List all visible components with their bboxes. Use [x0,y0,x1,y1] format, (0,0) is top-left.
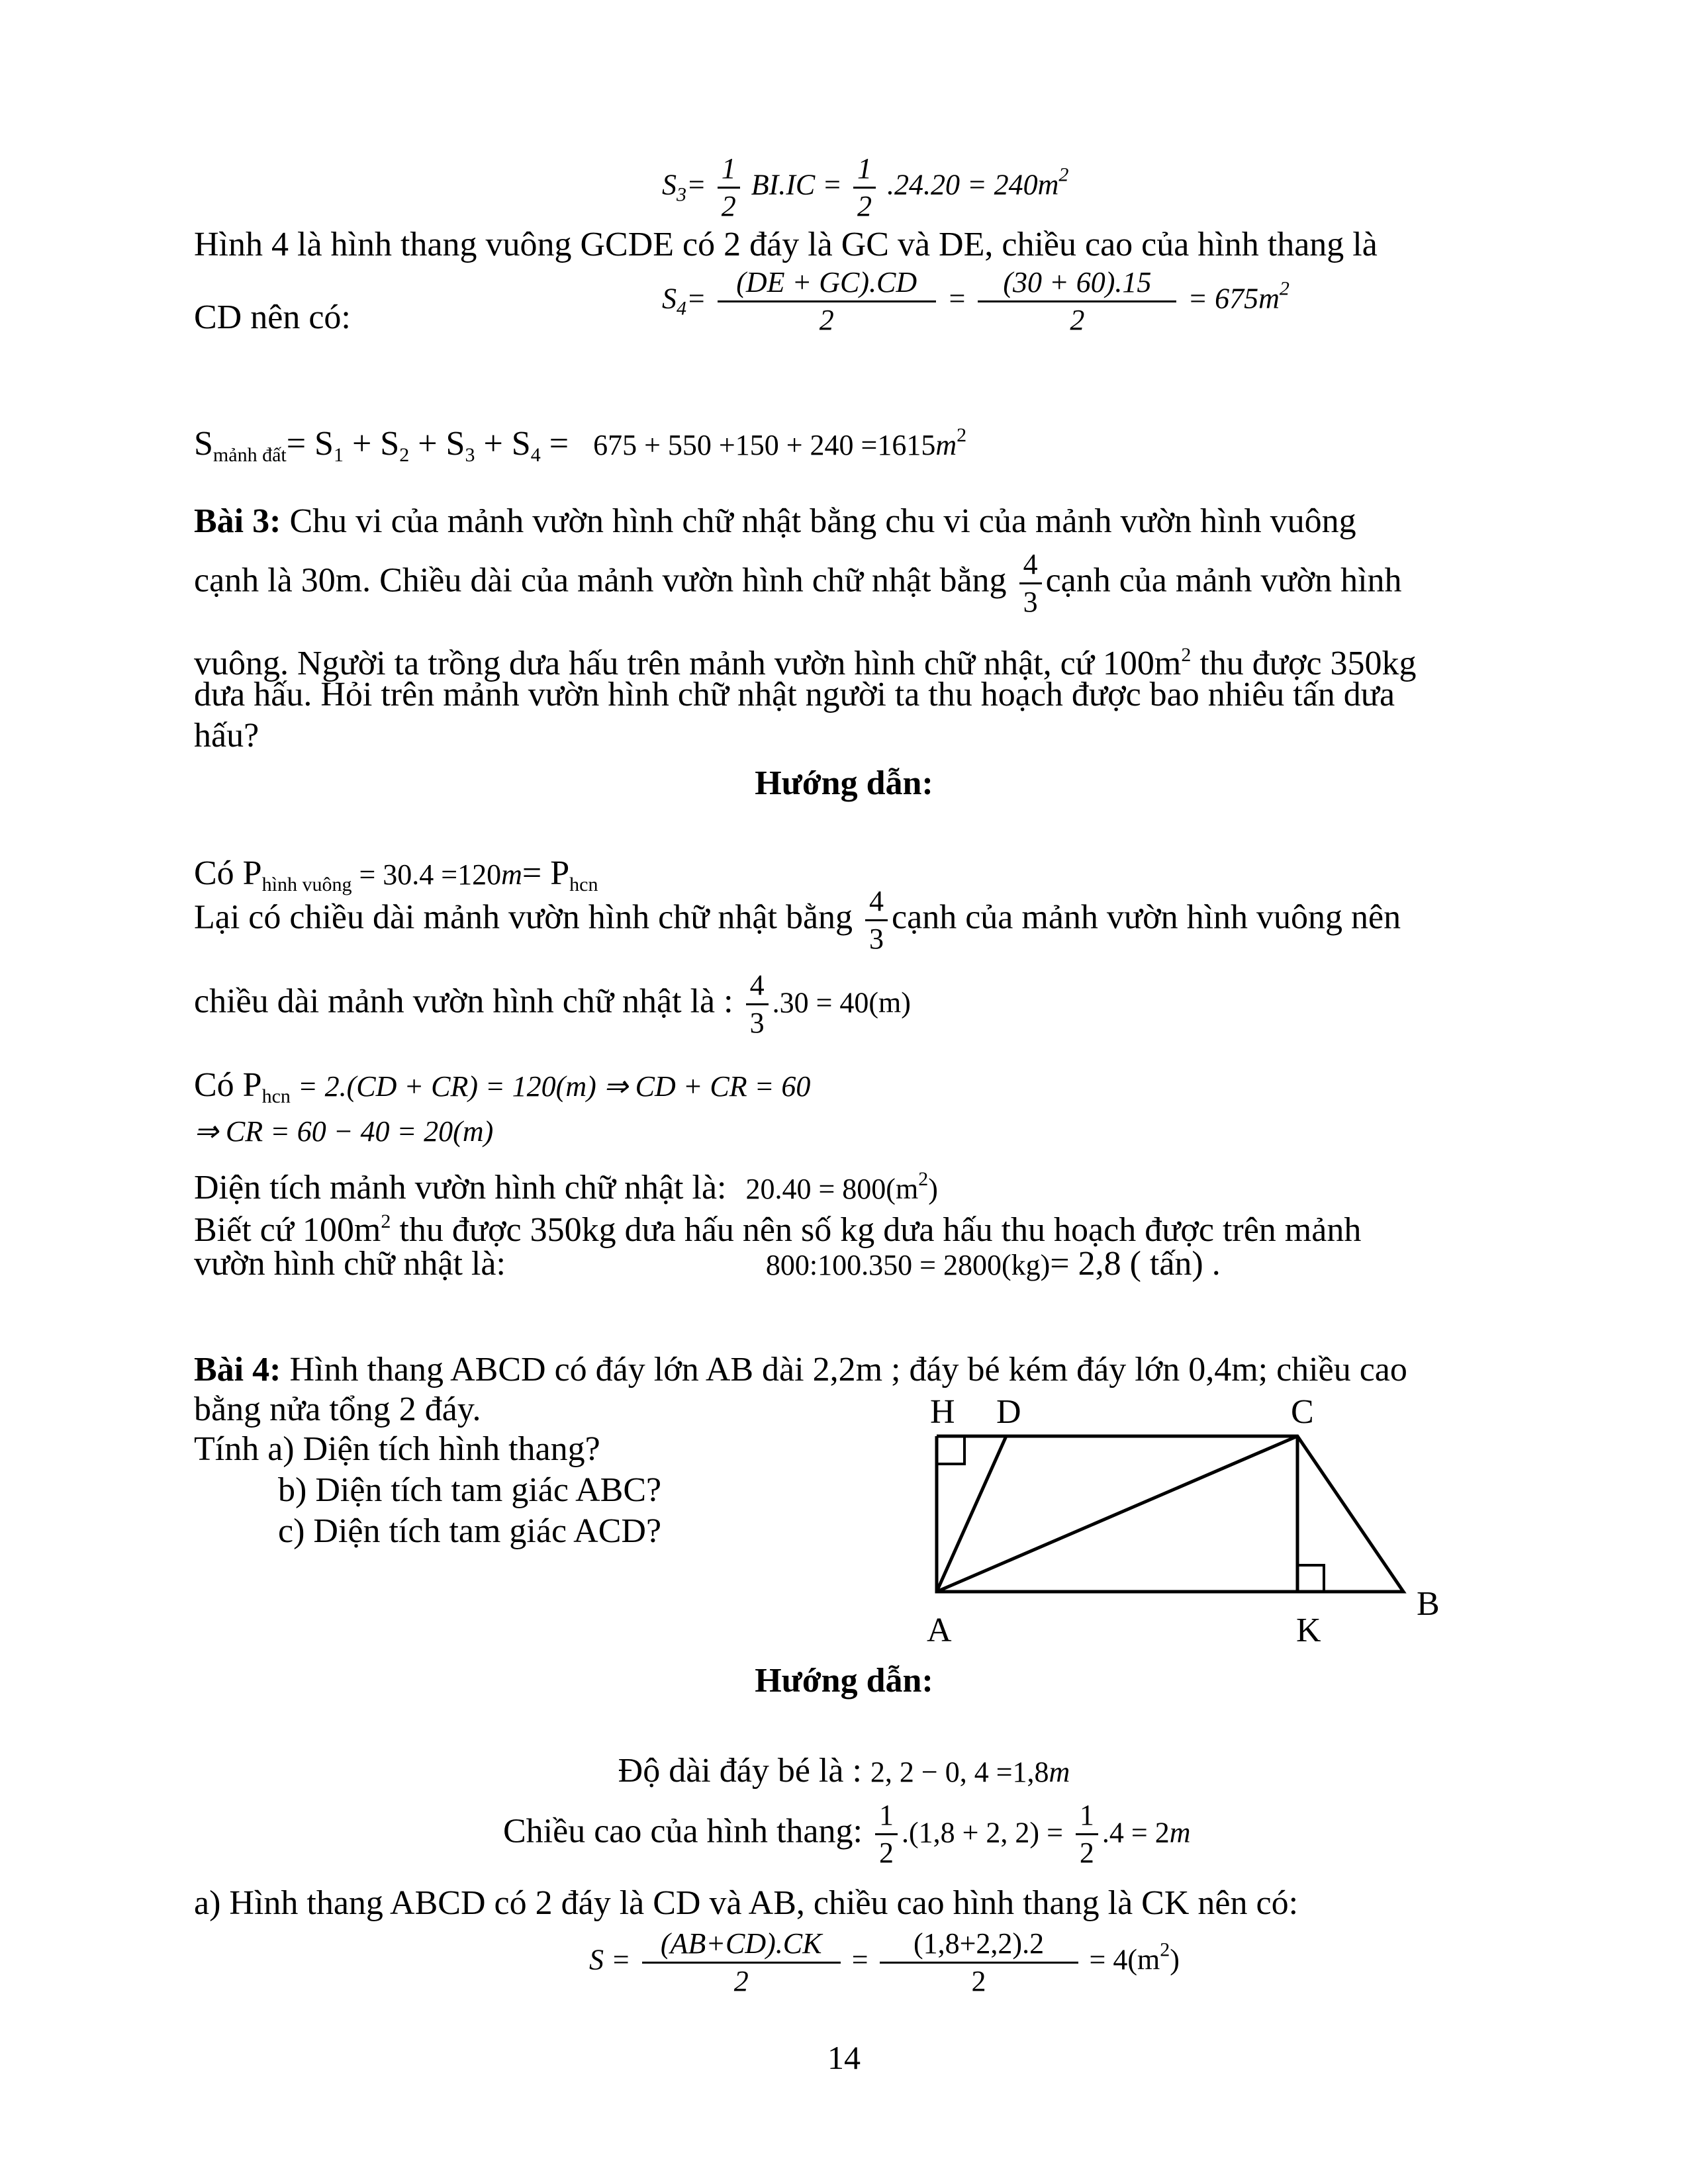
bai3-step7: Biết cứ $100m^2$ thu được 350kg dưa hấu nên số kg dưa hấu thu hoạch được trên mảnh [194,1210,1362,1249]
bai3-step5: ⇒ CR = 60 − 40 = 20(m) [194,1115,494,1148]
bai3-step2: Lại có chiều dài mảnh vườn hình chữ nhật bằng $\frac{4}{3}$ cạnh của mảnh vườn hình vuông nên [194,884,1401,957]
bai3-step4: Có $P_{hcn} = 2.(CD + CR) = 120(m)$ ⇒ CD + CR = 60 [194,1066,811,1107]
label-A: A [927,1612,952,1649]
bai3-line2: cạnh là 30m. Chiều dài của mảnh vườn hình chữ nhật bằng $\frac{4}{3}$ cạnh của mảnh vườn hình [194,547,1402,620]
fraction: $\frac{4}{3}$ [746,968,769,1041]
fraction: $\frac{(30 + 60).15}{2}$ [978,265,1176,338]
fraction: $\frac{(DE + GC).CD}{2}$ [718,265,936,338]
fraction: $\frac{4}{3}$ [865,884,888,957]
bai3-step3: chiều dài mảnh vườn hình chữ nhật là : $\frac{4}{3}$ .30 = 40(m) [194,968,911,1041]
segment-AD [937,1436,1006,1592]
diagonal-AC [937,1436,1297,1592]
fraction: $\frac{1}{2}$ [1076,1797,1098,1871]
hinh4-text-line2: CD nên có: [194,298,351,336]
fraction: $\frac{1}{2}$ [875,1797,898,1871]
fraction: $\frac{(1,8+2,2).2}{2}$ [880,1926,1078,1999]
bai3-line1: Bài 3: Chu vi của mảnh vườn hình chữ nhật bằng chu vi của mảnh vườn hình vuông [194,502,1356,540]
formula-s4: $S_4=$ $\frac{(DE + GC).CD}{2}$ = $\frac{(30 + 60).15}{2}$ = $675m^2$ [662,265,1289,338]
bai4-line1: Bài 4: Hình thang ABCD có đáy lớn AB dài 2,2m ; đáy bé kém đáy lớn 0,4m; chiều cao [194,1351,1407,1388]
label-C: C [1291,1393,1314,1431]
label-D: D [996,1393,1021,1431]
formula-total-area: $S_{mảnh đất}= S_1 + S_2 + S_3 + S_4 = 675 + 550 +150 + 240 =1615m^2$ [194,424,967,466]
bai3-step1: Có $P_{hình vuông} = 30.4 =120m= P_{hcn}$ [194,854,598,895]
label-K: K [1296,1612,1321,1649]
fraction: $\frac{4}{3}$ [1019,547,1042,620]
right-angle-mark-K [1297,1565,1324,1592]
page-number: 14 [827,2039,861,2076]
label-B: B [1417,1585,1440,1623]
fraction: $\frac{(AB+CD).CK}{2}$ [642,1926,841,1999]
bai4-line2: bằng nửa tổng 2 đáy. [194,1390,481,1428]
trapezoid-outline [937,1436,1403,1592]
bai4-step2: Chiều cao của hình thang: $\frac{1}{2}$ .(1,8 + 2, 2) = $\frac{1}{2}$ .4 = 2m [503,1797,1191,1871]
formula-s3: $S_3=$ $\frac{1}{2}$ BI.IC = $\frac{1}{2}$ $.24.20 = 240m^2$ [662,151,1068,224]
fraction: $\frac{1}{2}$ [718,151,740,224]
bai4-question-a: Tính a) Diện tích hình thang? [194,1430,600,1468]
trapezoid-figure [900,1383,1463,1661]
bai4-question-c: c) Diện tích tam giác ACD? [278,1512,662,1550]
bai4-guide-heading: Hướng dẫn: [755,1662,933,1700]
bai4-step1: Độ dài đáy bé là : 2, 2 − 0, 4 =1,8m [618,1752,1070,1790]
bai3-line5: hấu? [194,717,259,754]
label-H: H [930,1393,955,1431]
bai4-question-b: b) Diện tích tam giác ABC? [278,1471,662,1509]
bai3-line4: dưa hấu. Hỏi trên mảnh vườn hình chữ nhật người ta thu hoạch được bao nhiêu tấn dưa [194,676,1395,713]
right-angle-mark-H [937,1436,964,1464]
hinh4-text-line1: Hình 4 là hình thang vuông GCDE có 2 đáy là GC và DE, chiều cao của hình thang là [194,226,1378,263]
bai4-part-a-formula: S = $\frac{(AB+CD).CK}{2}$ = $\frac{(1,8+2,2).2}{2}$ = $4(m^2)$ [589,1926,1180,1999]
bai3-step6: Diện tích mảnh vườn hình chữ nhật là: $20.40 = 800(m^2)$ [194,1168,938,1206]
fraction: $\frac{1}{2}$ [853,151,876,224]
bai4-part-a: a) Hình thang ABCD có 2 đáy là CD và AB, chiều cao hình thang là CK nên có: [194,1884,1299,1922]
bai3-step8: vườn hình chữ nhật là: 800:100.350 = 2800(kg)= 2,8 ( tấn) . [194,1245,1221,1283]
bai3-guide-heading: Hướng dẫn: [755,764,933,802]
bai3-line3: vuông. Người ta trồng dưa hấu trên mảnh vườn hình chữ nhật, cứ $100m^2$ thu được 350kg [194,644,1417,682]
